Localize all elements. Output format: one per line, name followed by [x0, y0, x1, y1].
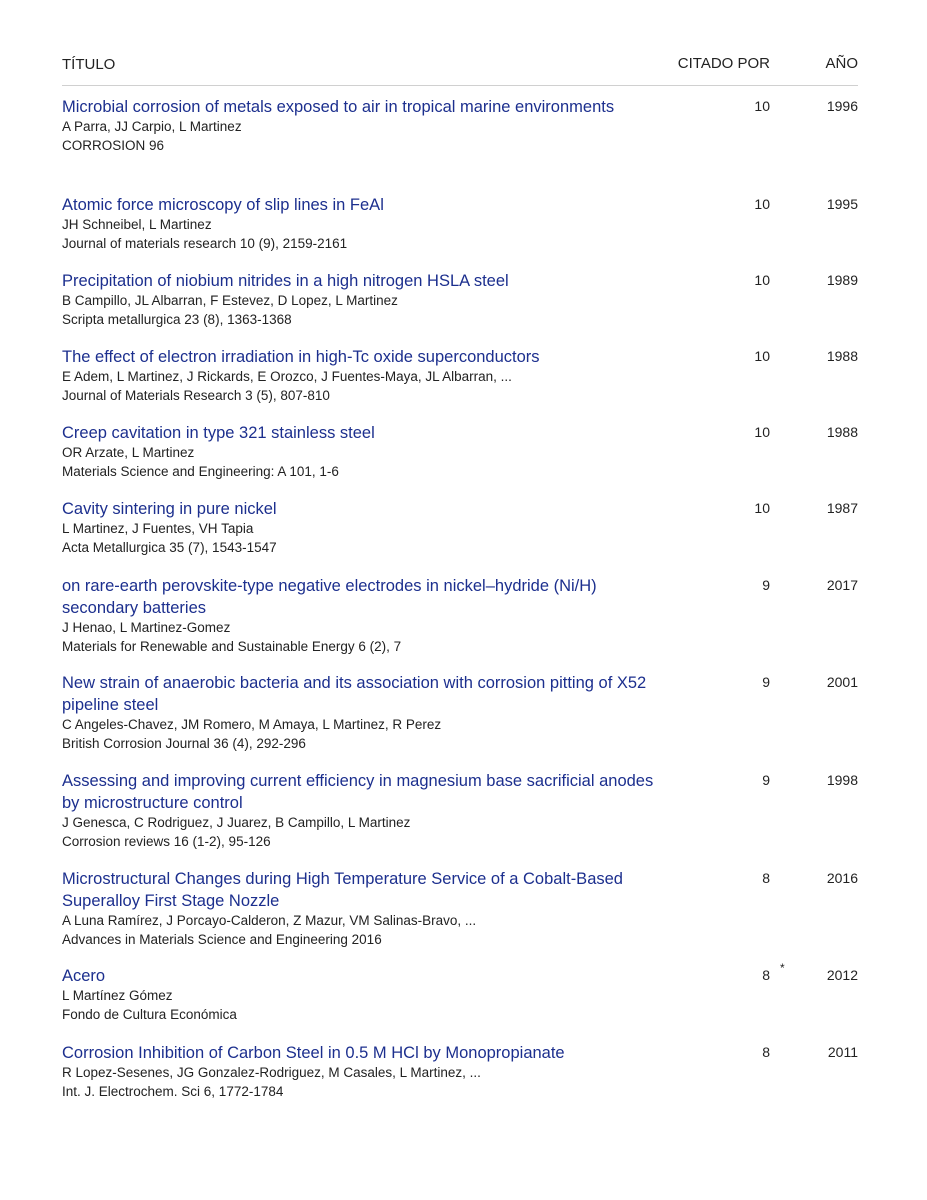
article-venue: CORROSION 96 [62, 137, 165, 153]
cited-by-count[interactable]: 9 [762, 772, 770, 788]
article-title-link[interactable]: Corrosion Inhibition of Carbon Steel in 0.5 M HCl by Monopropianate [62, 1044, 565, 1062]
cited-by-count[interactable]: 10 [754, 348, 770, 364]
merged-citations-marker: * [780, 961, 785, 975]
article-title-link[interactable]: Atomic force microscopy of slip lines in FeAl [62, 196, 384, 214]
article-authors: B Campillo, JL Albarran, F Estevez, D Lopez, L Martinez [62, 293, 398, 308]
article-title-link[interactable]: Acero [62, 967, 106, 985]
table-row [62, 422, 858, 481]
cited-by-count[interactable]: 10 [754, 98, 770, 114]
article-year: 1988 [826, 424, 858, 440]
cited-by-count[interactable]: 8 [762, 967, 770, 983]
article-venue: Materials for Renewable and Sustainable Energy 6 (2), 7 [62, 638, 402, 654]
article-title-link[interactable]: Cavity sintering in pure nickel [62, 500, 277, 518]
article-venue: Materials Science and Engineering: A 101, 1-6 [62, 463, 339, 479]
article-authors: A Parra, JJ Carpio, L Martinez [62, 119, 242, 134]
article-title-link[interactable]: Microbial corrosion of metals exposed to air in tropical marine environments [62, 98, 615, 116]
cited-by-count[interactable]: 9 [762, 577, 770, 593]
header-title[interactable]: TÍTULO [62, 56, 116, 73]
article-title-link[interactable]: Microstructural Changes during High Temperature Service of a Cobalt-Based Superalloy First Stage Nozzle [62, 870, 623, 910]
article-venue: Journal of materials research 10 (9), 2159-2161 [62, 235, 348, 251]
table-row [62, 96, 858, 155]
article-authors: R Lopez-Sesenes, JG Gonzalez-Rodriguez, M Casales, L Martinez, ... [62, 1065, 481, 1080]
table-row [62, 194, 858, 253]
table-row [62, 270, 858, 329]
article-authors: A Luna Ramírez, J Porcayo-Calderon, Z Mazur, VM Salinas-Bravo, ... [62, 913, 477, 928]
article-venue: Journal of Materials Research 3 (5), 807-810 [62, 387, 330, 403]
table-row [62, 672, 858, 753]
article-year: 2012 [826, 967, 858, 983]
article-year: 2017 [826, 577, 858, 593]
cited-by-count[interactable]: 10 [754, 424, 770, 440]
article-title-link[interactable]: Creep cavitation in type 321 stainless steel [62, 424, 375, 442]
article-year: 1998 [826, 772, 858, 788]
cited-by-count[interactable]: 10 [754, 500, 770, 516]
table-header [62, 54, 858, 86]
article-title-link[interactable]: Precipitation of niobium nitrides in a high nitrogen HSLA steel [62, 272, 509, 290]
article-year: 1995 [826, 196, 858, 212]
article-year: 1988 [826, 348, 858, 364]
article-authors: J Genesca, C Rodriguez, J Juarez, B Campillo, L Martinez [62, 815, 411, 830]
article-authors: C Angeles-Chavez, JM Romero, M Amaya, L Martinez, R Perez [62, 717, 442, 732]
cited-by-count[interactable]: 8 [762, 1044, 770, 1060]
article-year: 2016 [826, 870, 858, 886]
article-venue: Scripta metallurgica 23 (8), 1363-1368 [62, 311, 292, 327]
article-venue: Int. J. Electrochem. Sci 6, 1772-1784 [62, 1083, 284, 1099]
article-title-link[interactable]: The effect of electron irradiation in high-Tc oxide superconductors [62, 348, 540, 366]
article-venue: Advances in Materials Science and Engineering 2016 [62, 931, 382, 947]
cited-by-count[interactable]: 10 [754, 272, 770, 288]
article-year: 1987 [826, 500, 858, 516]
table-row [62, 498, 858, 557]
article-title-link[interactable]: New strain of anaerobic bacteria and its association with corrosion pitting of X52 pipeline steel [62, 674, 647, 714]
table-row [62, 1042, 858, 1101]
article-year: 2011 [827, 1044, 858, 1060]
article-year: 1989 [826, 272, 858, 288]
cited-by-count[interactable]: 9 [762, 674, 770, 690]
table-row [62, 868, 858, 949]
article-authors: E Adem, L Martinez, J Rickards, E Orozco, J Fuentes-Maya, JL Albarran, ... [62, 369, 512, 384]
article-authors: J Henao, L Martinez-Gomez [62, 620, 231, 635]
header-cited-by[interactable]: CITADO POR [677, 55, 770, 72]
cited-by-count[interactable]: 8 [762, 870, 770, 886]
article-venue: Corrosion reviews 16 (1-2), 95-126 [62, 833, 271, 849]
table-row [62, 575, 858, 656]
article-venue: Fondo de Cultura Económica [62, 1006, 237, 1022]
article-title-link[interactable]: on rare-earth perovskite-type negative electrodes in nickel–hydride (Ni/H) secondary batteries [62, 577, 597, 617]
article-authors: L Martinez, J Fuentes, VH Tapia [62, 521, 254, 536]
table-row [62, 346, 858, 405]
cited-by-count[interactable]: 10 [754, 196, 770, 212]
article-venue: British Corrosion Journal 36 (4), 292-296 [62, 735, 306, 751]
article-year: 1996 [826, 98, 858, 114]
article-title-link[interactable]: Assessing and improving current efficiency in magnesium base sacrificial anodes by microstructure control [62, 772, 654, 812]
article-authors: OR Arzate, L Martinez [62, 445, 195, 460]
article-authors: L Martínez Gómez [62, 988, 173, 1003]
header-year[interactable]: AÑO [825, 55, 858, 72]
table-row [62, 770, 858, 851]
table-row [62, 961, 858, 1024]
article-venue: Acta Metallurgica 35 (7), 1543-1547 [62, 539, 277, 555]
article-authors: JH Schneibel, L Martinez [62, 217, 212, 232]
article-year: 2001 [826, 674, 858, 690]
